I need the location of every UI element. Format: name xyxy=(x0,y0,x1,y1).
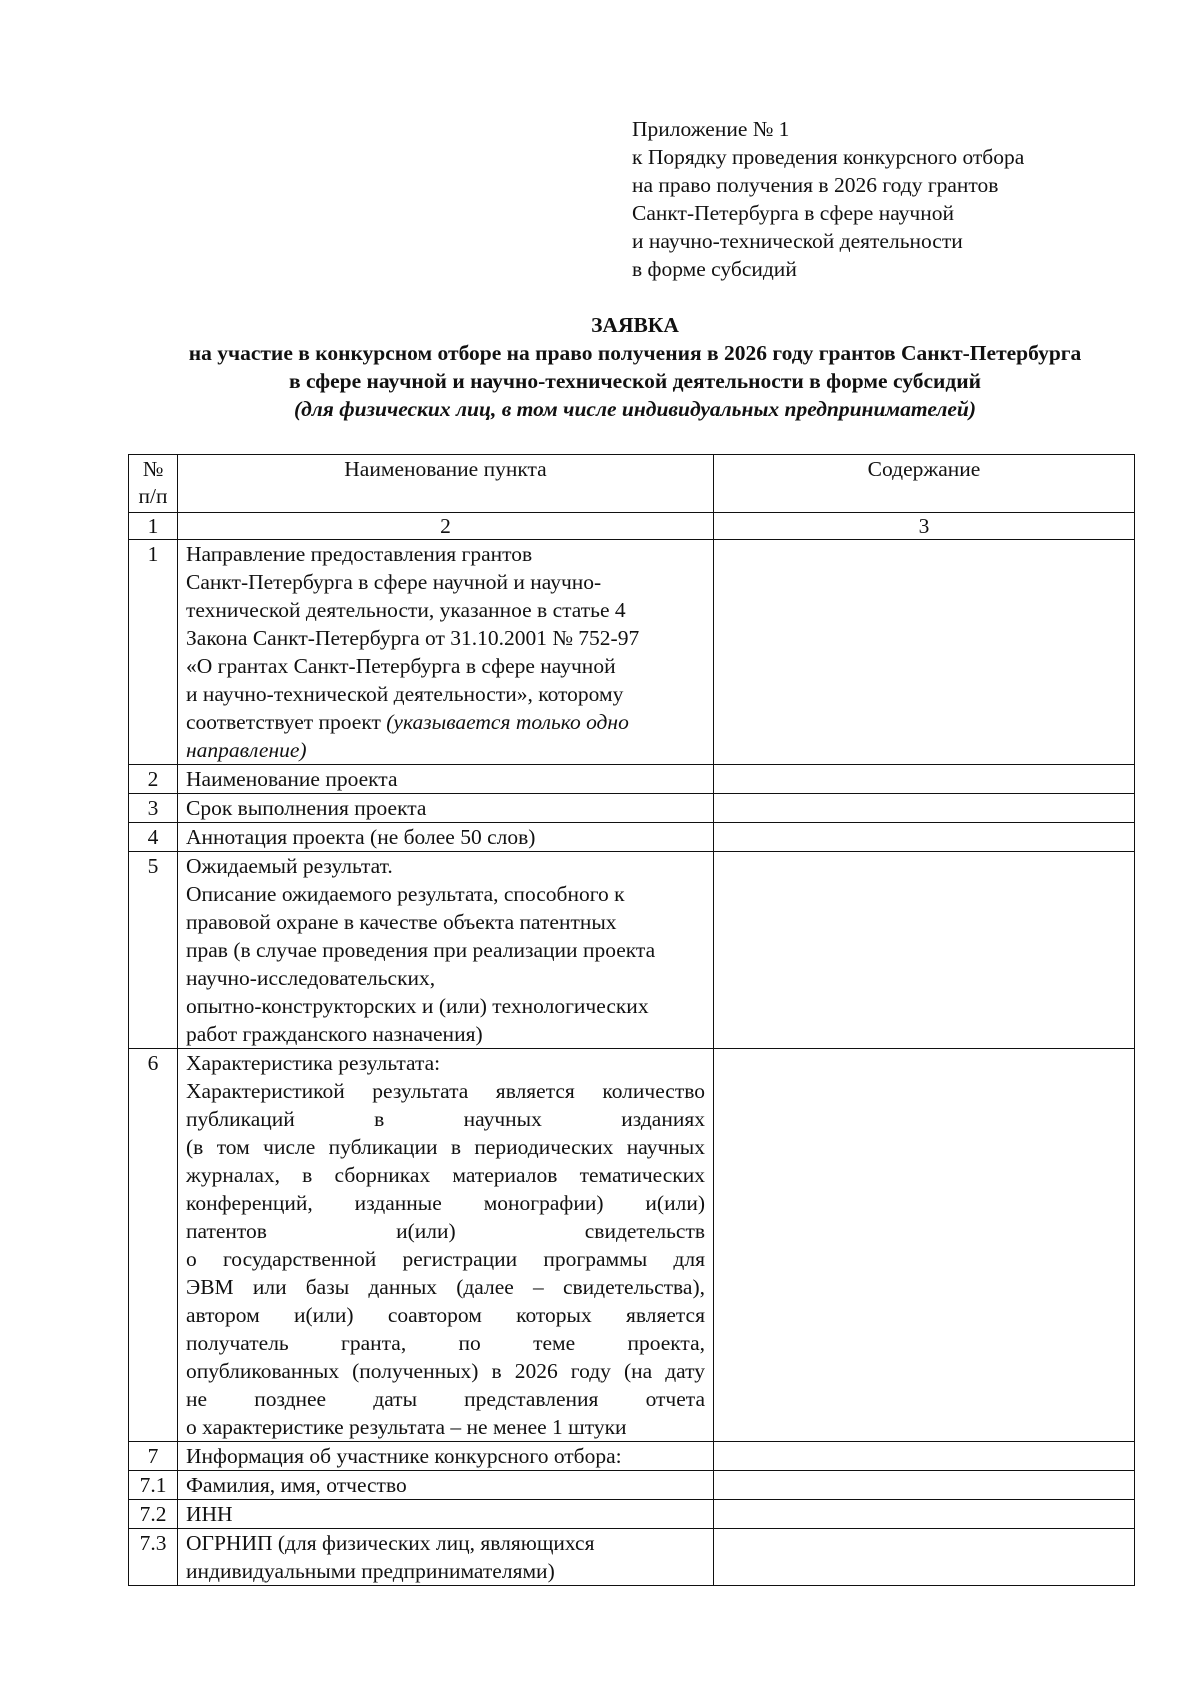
row-text-line: (в том числе публикации в периодических научных xyxy=(186,1135,705,1159)
row-content-cell[interactable] xyxy=(714,852,1135,1049)
row-text-line: публикаций в научных изданиях xyxy=(186,1107,705,1131)
row-text-line: прав (в случае проведения при реализации проекта xyxy=(186,938,656,962)
header-item-name: Наименование пункта xyxy=(178,455,714,513)
row-item-name xyxy=(178,540,714,765)
row-number: 3 xyxy=(129,794,178,823)
row-content-cell[interactable] xyxy=(714,794,1135,823)
table-row xyxy=(129,1529,1135,1586)
application-table xyxy=(128,454,1135,1586)
row-number: 7 xyxy=(129,1442,178,1471)
title-subtitle: (для физических лиц, в том числе индивидуальных предпринимателей) xyxy=(293,397,977,421)
table-row xyxy=(129,794,1135,823)
column-index-row xyxy=(129,513,1135,540)
row-note: (указывается только одно xyxy=(386,710,629,734)
row-item-name: Наименование проекта xyxy=(178,765,714,794)
table-row xyxy=(129,1500,1135,1529)
row-content-cell[interactable] xyxy=(714,1529,1135,1586)
row-text-line: получатель гранта, по теме проекта, xyxy=(186,1331,705,1355)
row-text-line: технической деятельности, указанное в статье 4 xyxy=(186,598,626,622)
row-text-line: индивидуальными предпринимателями) xyxy=(186,1559,555,1583)
table-header-row xyxy=(129,455,1135,513)
table-row xyxy=(129,765,1135,794)
row-text-line: правовой охране в качестве объекта патентных xyxy=(186,910,617,934)
header-content: Содержание xyxy=(714,455,1135,513)
row-text-line: о государственной регистрации программы для xyxy=(186,1247,705,1271)
appendix-line: Приложение № 1 xyxy=(632,117,790,141)
header-number-abbr: п/п xyxy=(138,484,168,508)
row-text-line: Характеристикой результата является количество xyxy=(186,1079,705,1103)
header-number-symbol: № xyxy=(142,457,164,481)
row-text-line: о характеристике результата – не менее 1 штуки xyxy=(186,1415,627,1439)
row-number: 1 xyxy=(129,540,178,765)
appendix-line: Санкт-Петербурга в сфере научной xyxy=(632,201,954,225)
row-item-name: ИНН xyxy=(178,1500,714,1529)
row-text-line: Направление предоставления грантов xyxy=(186,542,533,566)
table-row xyxy=(129,1442,1135,1471)
row-item-name xyxy=(178,852,714,1049)
row-item-name xyxy=(178,1049,714,1442)
row-content-cell[interactable] xyxy=(714,823,1135,852)
row-item-name: Срок выполнения проекта xyxy=(178,794,714,823)
row-text-line: работ гражданского назначения) xyxy=(186,1022,483,1046)
title-line: в сфере научной и научно-технической деятельности в форме субсидий xyxy=(288,369,982,393)
table-row xyxy=(129,1049,1135,1442)
row-number: 5 xyxy=(129,852,178,1049)
row-heading: Характеристика результата: xyxy=(186,1051,441,1075)
row-number: 7.2 xyxy=(129,1500,178,1529)
row-text-line: Санкт-Петербурга в сфере научной и научно- xyxy=(186,570,602,594)
row-text: соответствует проект xyxy=(186,710,387,734)
row-text-line xyxy=(186,708,705,736)
row-item-name: Фамилия, имя, отчество xyxy=(178,1471,714,1500)
row-number: 6 xyxy=(129,1049,178,1442)
row-number: 4 xyxy=(129,823,178,852)
row-text-line: «О грантах Санкт-Петербурга в сфере научной xyxy=(186,654,616,678)
row-number: 7.1 xyxy=(129,1471,178,1500)
row-content-cell[interactable] xyxy=(714,765,1135,794)
row-item-name: Аннотация проекта (не более 50 слов) xyxy=(178,823,714,852)
row-text-line: ОГРНИП (для физических лиц, являющихся xyxy=(186,1531,595,1555)
appendix-line: к Порядку проведения конкурсного отбора xyxy=(632,145,1025,169)
row-content-cell[interactable] xyxy=(714,1049,1135,1442)
document-title xyxy=(100,311,1170,423)
row-justified-text xyxy=(186,1077,705,1441)
column-index: 3 xyxy=(714,513,1135,540)
row-item-name: Информация об участнике конкурсного отбора: xyxy=(178,1442,714,1471)
row-text-line: ЭВМ или базы данных (далее – свидетельства), xyxy=(186,1275,705,1299)
row-text-line: не позднее даты представления отчета xyxy=(186,1387,705,1411)
table-row xyxy=(129,540,1135,765)
row-text-line: патентов и(или) свидетельств xyxy=(186,1219,705,1243)
row-text-line: и научно-технической деятельности», которому xyxy=(186,682,624,706)
row-text-line: автором и(или) соавтором которых является xyxy=(186,1303,705,1327)
row-text-line: Закона Санкт-Петербурга от 31.10.2001 № 752-97 xyxy=(186,626,640,650)
row-item-name xyxy=(178,1529,714,1586)
row-text-line: научно-исследовательских, xyxy=(186,966,436,990)
title-line: на участие в конкурсном отборе на право получения в 2026 году грантов Санкт-Петербурга xyxy=(188,341,1082,365)
appendix-line: на право получения в 2026 году грантов xyxy=(632,173,999,197)
row-content-cell[interactable] xyxy=(714,1442,1135,1471)
table-row xyxy=(129,1471,1135,1500)
row-text-line: журналах, в сборниках материалов тематических xyxy=(186,1163,705,1187)
column-index: 1 xyxy=(129,513,178,540)
row-note: направление) xyxy=(186,738,307,762)
appendix-note xyxy=(632,115,1152,283)
table-row xyxy=(129,823,1135,852)
row-text-line: Ожидаемый результат. xyxy=(186,854,393,878)
row-number: 2 xyxy=(129,765,178,794)
table-row xyxy=(129,852,1135,1049)
row-text-line: Описание ожидаемого результата, способного к xyxy=(186,882,625,906)
header-number xyxy=(129,455,178,513)
appendix-line: и научно-технической деятельности xyxy=(632,229,963,253)
row-text-line: опубликованных (полученных) в 2026 году (на дату xyxy=(186,1359,705,1383)
row-content-cell[interactable] xyxy=(714,540,1135,765)
appendix-line: в форме субсидий xyxy=(632,257,797,281)
row-text-line: конференций, изданные монографии) и(или) xyxy=(186,1191,705,1215)
row-content-cell[interactable] xyxy=(714,1500,1135,1529)
column-index: 2 xyxy=(178,513,714,540)
title-heading: ЗАЯВКА xyxy=(591,313,679,337)
row-text-line: опытно-конструкторских и (или) технологических xyxy=(186,994,649,1018)
row-content-cell[interactable] xyxy=(714,1471,1135,1500)
row-number: 7.3 xyxy=(129,1529,178,1586)
